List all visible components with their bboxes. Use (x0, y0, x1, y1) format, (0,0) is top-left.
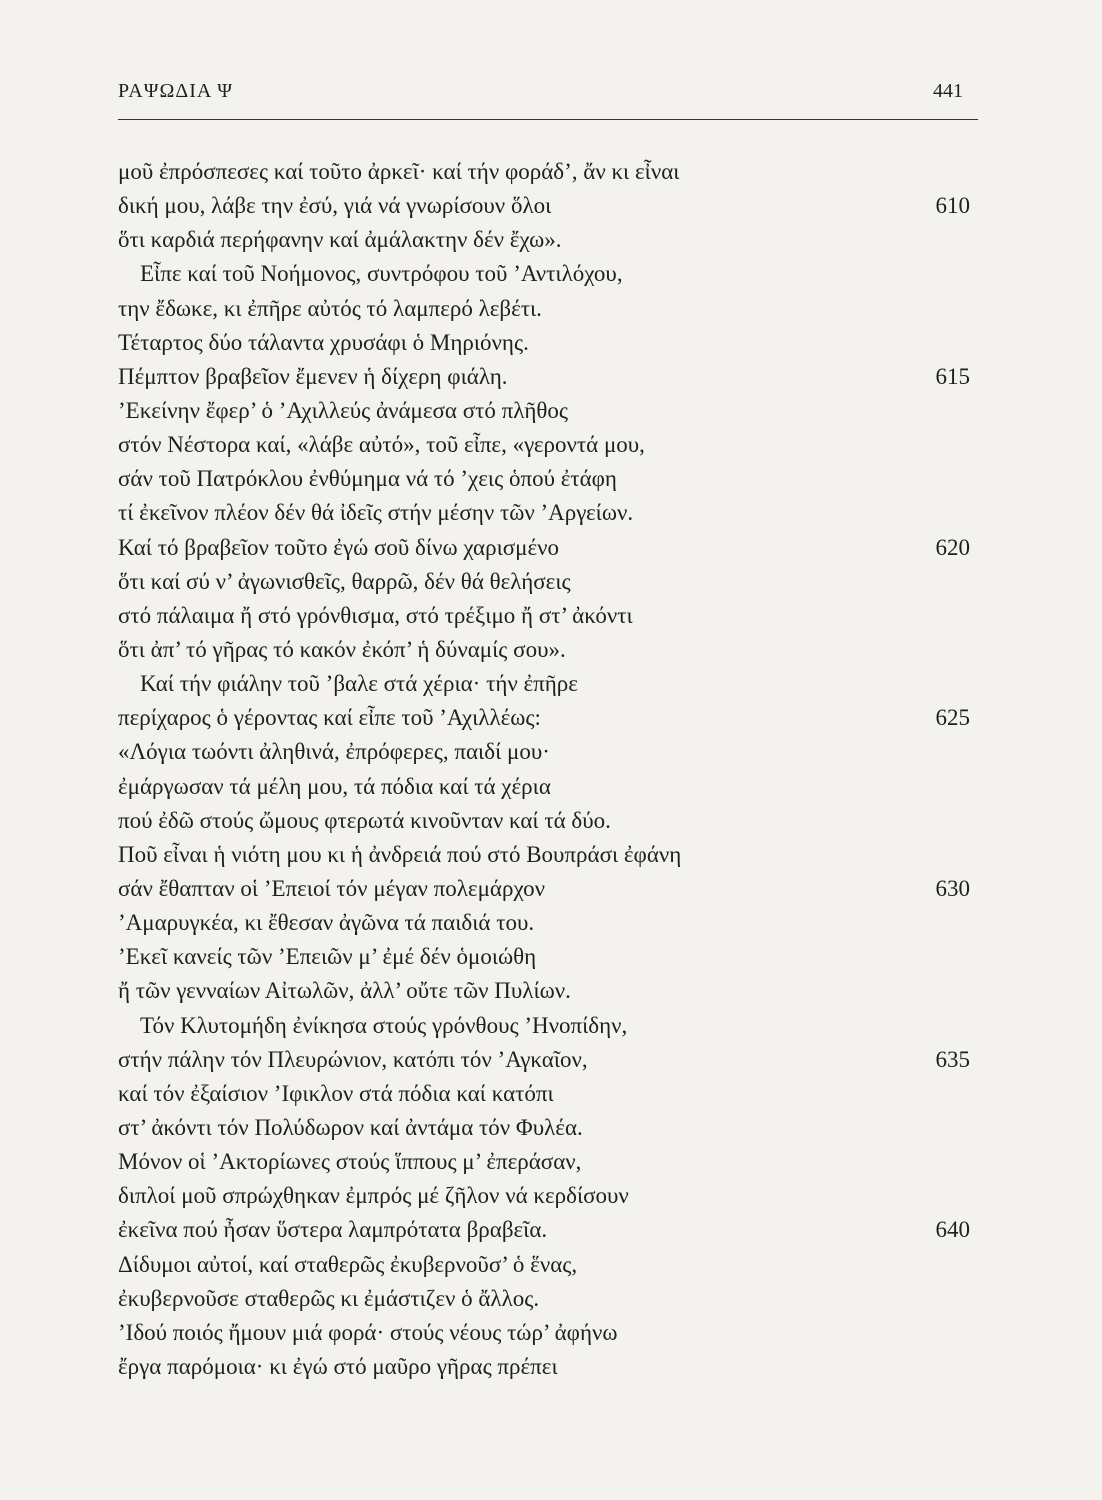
verse-line (118, 1009, 970, 1043)
verse-line-text: ’Εκείνην ἔφερ’ ὁ ’Αχιλλεύς ἀνάμεσα στό πλῆθος (118, 397, 569, 423)
verse-line-text: τί ἐκεῖνον πλέον δέν θά ἰδεῖς στήν μέσην τῶν ’Αργείων. (118, 500, 634, 526)
verse-line (118, 565, 970, 599)
verse-line (118, 223, 970, 257)
verse-line (118, 1350, 970, 1384)
verse-line (118, 906, 970, 940)
verse-line-text: Δίδυμοι αὐτοί, καί σταθερῶς ἐκυβερνοῦσ’ ὁ ἕνας, (118, 1251, 578, 1277)
verse-line-text: ἐμάργωσαν τά μέλη μου, τά πόδια καί τά χέρια (118, 773, 551, 799)
verse-line (118, 974, 970, 1008)
verse-line (118, 804, 970, 838)
verse-line (118, 360, 970, 394)
verse-line-text: μοῦ ἐπρόσπεσες καί τοῦτο ἀρκεῖ· καί τήν φοράδ’, ἄν κι εἶναι (118, 159, 680, 184)
verse-line (118, 531, 970, 565)
verse-line (118, 394, 970, 428)
running-title: ΡΑΨΩΔΙΑ Ψ (118, 80, 233, 102)
verse-line-text: καί τόν ἐξαίσιον ’Ιφικλον στά πόδια καί κατόπι (118, 1080, 554, 1106)
verse-line-text: Πέμπτον βραβεῖον ἔμενεν ἡ δίχερη φιάλη. (118, 363, 508, 389)
verse-line (118, 1043, 970, 1077)
verse-line (118, 462, 970, 496)
verse-line (118, 770, 970, 804)
verse-line-text: ἐκυβερνοῦσε σταθερῶς κι ἐμάστιζεν ὁ ἄλλος. (118, 1285, 540, 1311)
verse-line-text: ἔργα παρόμοια· κι ἐγώ στό μαῦρο γῆρας πρέπει (118, 1353, 558, 1379)
page-number: 441 (933, 80, 963, 102)
verse-line (118, 1316, 970, 1350)
verse-line (118, 155, 970, 189)
verse-line-text: Καί τό βραβεῖον τοῦτο ἐγώ σοῦ δίνω χαρισμένο (118, 534, 560, 560)
verse-line-text: πού ἐδῶ στούς ὤμους φτερωτά κινοῦνταν καί τά δύο. (118, 807, 611, 833)
verse-line-text: ὅτι καί σύ ν’ ἀγωνισθεῖς, θαρρῶ, δέν θά θελήσεις (118, 568, 571, 594)
verse-line-text: περίχαρος ὁ γέροντας καί εἶπε τοῦ ’Αχιλλέως: (118, 705, 541, 731)
verse-line-text: Καί τήν φιάλην τοῦ ’βαλε στά χέρια· τήν ἐπῆρε (140, 671, 578, 697)
verse-line-text: ’Ιδού ποιός ἤμουν μιά φορά· στούς νέους τώρ’ ἀφήνω (118, 1319, 618, 1345)
line-number: 620 (935, 534, 970, 560)
verse-line (118, 599, 970, 633)
verse-line (118, 1179, 970, 1213)
verse-line (118, 633, 970, 667)
verse-line (118, 1213, 970, 1247)
verse-text-block (118, 155, 970, 1384)
verse-line-text: ἐκεῖνα πού ἦσαν ὕστερα λαμπρότατα βραβεῖα. (118, 1217, 548, 1243)
verse-line (118, 257, 970, 291)
running-head (118, 80, 973, 112)
verse-line-text: ὅτι καρδιά περήφανην καί ἀμάλακτην δέν ἔχω». (118, 227, 562, 253)
verse-line-text: ’Εκεῖ κανείς τῶν ’Επειῶν μ’ ἐμέ δέν ὁμοιώθη (118, 944, 537, 970)
verse-line-text: στό πάλαιμα ἤ στό γρόνθισμα, στό τρέξιμο ἤ στ’ ἀκόντι (118, 602, 633, 628)
verse-line (118, 667, 970, 701)
line-number: 625 (935, 705, 970, 731)
verse-line-text: Εἶπε καί τοῦ Νοήμονος, συντρόφου τοῦ ’Αντιλόχου, (140, 261, 623, 287)
line-number: 640 (935, 1217, 970, 1243)
verse-line (118, 701, 970, 735)
verse-line-text: Ποῦ εἶναι ἡ νιότη μου κι ἡ ἀνδρειά πού στό Βουπράσι ἐφάνη (118, 841, 682, 867)
verse-line (118, 735, 970, 769)
verse-line (118, 1077, 970, 1111)
verse-line (118, 940, 970, 974)
verse-line-text: διπλοί μοῦ σπρώχθηκαν ἐμπρός μέ ζῆλον νά κερδίσουν (118, 1183, 629, 1209)
verse-line-text: την ἔδωκε, κι ἐπῆρε αὐτός τό λαμπερό λεβέτι. (118, 295, 542, 321)
verse-line-text: Μόνον οἱ ’Ακτορίωνες στούς ἵππους μ’ ἐπεράσαν, (118, 1149, 582, 1175)
line-number: 635 (935, 1046, 970, 1072)
line-number: 630 (935, 875, 970, 901)
verse-line-text: στ’ ἀκόντι τόν Πολύδωρον καί ἀντάμα τόν Φυλέα. (118, 1114, 583, 1140)
header-rule (118, 119, 978, 120)
verse-line (118, 292, 970, 326)
verse-line-text: ’Αμαρυγκέα, κι ἔθεσαν ἀγῶνα τά παιδιά του. (118, 910, 535, 936)
line-number: 615 (935, 363, 970, 389)
line-number: 610 (935, 193, 970, 219)
verse-line-text: σάν ἔθαπταν οἱ ’Επειοί τόν μέγαν πολεμάρχον (118, 875, 546, 901)
verse-line-text: σάν τοῦ Πατρόκλου ἐνθύμημα νά τό ’χεις ὁπού ἐτάφη (118, 466, 617, 492)
verse-line (118, 1111, 970, 1145)
verse-line-text: στήν πάλην τόν Πλευρώνιον, κατόπι τόν ’Αγκαῖον, (118, 1046, 588, 1072)
verse-line-text: στόν Νέστορα καί, «λάβε αὐτό», τοῦ εἶπε, «γεροντά μου, (118, 432, 645, 458)
verse-line-text: δική μου, λάβε την ἐσύ, γιά νά γνωρίσουν ὅλοι (118, 193, 552, 219)
verse-line (118, 189, 970, 223)
verse-line-text: ὅτι ἀπ’ τό γῆρας τό κακόν ἐκόπ’ ἡ δύναμίς σου». (118, 636, 566, 662)
verse-line-text: ἤ τῶν γενναίων Αἰτωλῶν, ἀλλ’ οὔτε τῶν Πυλίων. (118, 978, 571, 1004)
verse-line (118, 838, 970, 872)
verse-line (118, 1282, 970, 1316)
verse-line (118, 872, 970, 906)
verse-line (118, 1248, 970, 1282)
verse-line (118, 1145, 970, 1179)
verse-line-text: «Λόγια τωόντι ἀληθινά, ἐπρόφερες, παιδί μου· (118, 739, 550, 765)
verse-line-text: Τέταρτος δύο τάλαντα χρυσάφι ὁ Μηριόνης. (118, 329, 529, 355)
verse-line-text: Τόν Κλυτομήδη ἐνίκησα στούς γρόνθους ’Ηνοπίδην, (140, 1012, 628, 1038)
verse-line (118, 428, 970, 462)
verse-line (118, 496, 970, 530)
verse-line (118, 326, 970, 360)
